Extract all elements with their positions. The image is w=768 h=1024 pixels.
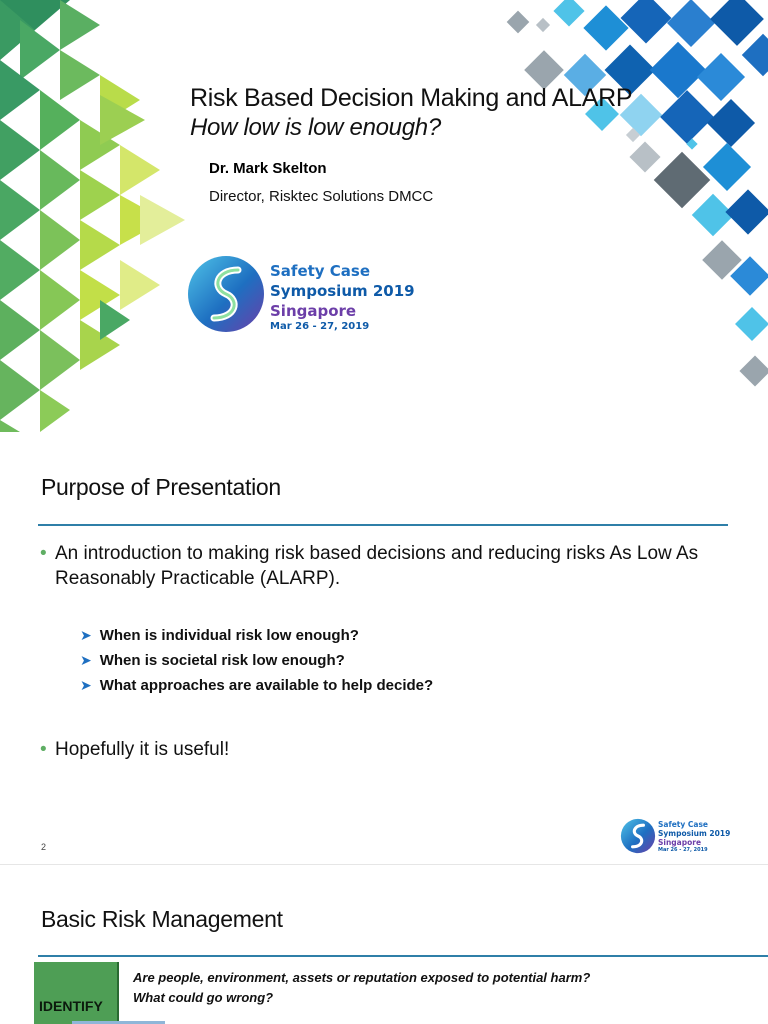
author-role: Director, Risktec Solutions DMCC [209, 188, 434, 205]
identify-label: IDENTIFY [39, 998, 103, 1014]
heading-rule [38, 524, 728, 526]
sub-bullet-text: When is individual risk low enough? [99, 627, 359, 644]
bullet-item [40, 541, 740, 591]
small-symposium-logo [620, 816, 740, 856]
bullet-dot: • [40, 739, 47, 760]
slide-divider [0, 864, 768, 865]
sub-bullet-text: What approaches are available to help decide? [99, 677, 434, 694]
arrow-bullet-icon: ➤ [80, 627, 92, 643]
sub-bullet-item [80, 677, 433, 694]
author-name: Dr. Mark Skelton [209, 160, 327, 177]
presentation-title: Risk Based Decision Making and ALARP [190, 84, 633, 112]
identify-step-box [34, 962, 119, 1024]
arrow-bullet-icon: ➤ [80, 677, 92, 693]
bullet-item [40, 737, 740, 762]
bullet-text: An introduction to making risk based decisions and reducing risks As Low As Reasonably Practicable (ALARP). [55, 543, 699, 589]
sub-bullet-item [80, 652, 345, 669]
identify-question: What could go wrong? [133, 990, 274, 1005]
heading-rule [38, 955, 768, 957]
sub-bullet-item [80, 627, 359, 644]
right-diamond-pattern [478, 0, 768, 432]
slide-heading: Purpose of Presentation [41, 474, 281, 500]
page-number: 2 [41, 842, 47, 852]
presentation-subtitle: How low is low enough? [190, 114, 441, 141]
small-logo-line-1: Safety Case [658, 820, 709, 829]
symposium-logo-emblem [186, 254, 266, 334]
arrow-bullet-icon: ➤ [80, 652, 92, 668]
left-triangle-pattern [0, 0, 200, 432]
logo-line-4: Mar 26 - 27, 2019 [270, 321, 370, 332]
small-logo-line-3: Singapore [658, 838, 702, 847]
bullet-text: Hopefully it is useful! [55, 739, 230, 760]
bullet-dot: • [40, 543, 47, 564]
identify-question: Are people, environment, assets or reputation exposed to potential harm? [133, 970, 591, 985]
small-logo-line-4: Mar 26 - 27, 2019 [658, 847, 708, 853]
logo-line-1: Safety Case [270, 262, 371, 280]
title-slide [0, 0, 768, 432]
sub-bullet-text: When is societal risk low enough? [99, 652, 345, 669]
logo-line-2: Symposium 2019 [270, 282, 415, 300]
small-logo-emblem [620, 818, 656, 854]
logo-line-3: Singapore [270, 302, 357, 320]
symposium-logo [186, 254, 446, 336]
small-logo-line-2: Symposium 2019 [658, 829, 731, 838]
slide-heading: Basic Risk Management [41, 906, 283, 932]
